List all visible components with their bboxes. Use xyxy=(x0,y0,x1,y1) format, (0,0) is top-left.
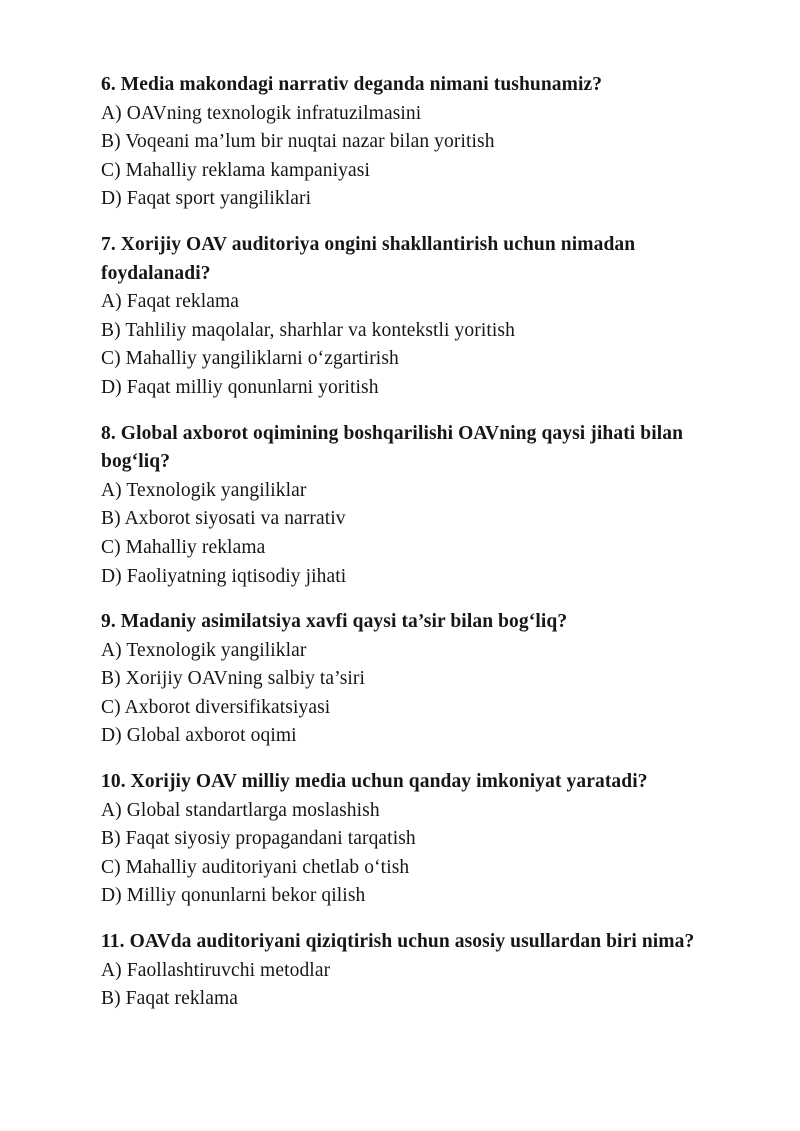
answer-option: A) Texnologik yangiliklar xyxy=(101,479,307,501)
answer-option: C) Mahalliy auditoriyani chetlab o‘tish xyxy=(101,856,410,878)
answer-option: B) Faqat reklama xyxy=(101,988,238,1010)
question-list xyxy=(101,71,706,1014)
answer-option: A) Global standartlarga moslashish xyxy=(101,799,380,821)
question-title: 10. Xorijiy OAV milliy media uchun qanday imkoniyat yaratadi? xyxy=(101,771,648,793)
question-title: 8. Global axborot oqimining boshqarilishi OAVning qaysi jihati bilan bog‘liq? xyxy=(101,422,684,473)
answer-option: D) Faoliyatning iqtisodiy jihati xyxy=(101,565,347,587)
answer-option: D) Faqat sport yangiliklari xyxy=(101,188,312,210)
answer-option: D) Global axborot oqimi xyxy=(101,725,297,747)
answer-option: A) Faollashtiruvchi metodlar xyxy=(101,959,331,981)
question-block xyxy=(101,928,706,1014)
question-title: 6. Media makondagi narrativ deganda nimani tushunamiz? xyxy=(101,74,603,95)
question-block xyxy=(101,768,706,911)
answer-option: C) Axborot diversifikatsiyasi xyxy=(101,696,331,718)
question-block xyxy=(101,231,706,403)
answer-option: A) Faqat reklama xyxy=(101,291,240,313)
answer-option: A) Texnologik yangiliklar xyxy=(101,639,307,661)
answer-option: D) Faqat milliy qonunlarni yoritish xyxy=(101,376,379,398)
answer-option: C) Mahalliy reklama kampaniyasi xyxy=(101,159,370,181)
answer-option: B) Axborot siyosati va narrativ xyxy=(101,508,346,530)
question-block xyxy=(101,420,706,592)
answer-option: B) Faqat siyosiy propagandani tarqatish xyxy=(101,828,416,850)
answer-option: D) Milliy qonunlarni bekor qilish xyxy=(101,885,366,907)
answer-option: C) Mahalliy reklama xyxy=(101,536,266,558)
question-title: 11. OAVda auditoriyani qiziqtirish uchun asosiy usullardan biri nima? xyxy=(101,931,695,953)
question-title: 7. Xorijiy OAV auditoriya ongini shakllantirish uchun nimadan foydalanadi? xyxy=(101,233,636,284)
question-block xyxy=(101,71,706,214)
question-title: 9. Madaniy asimilatsiya xavfi qaysi ta’sir bilan bog‘liq? xyxy=(101,611,568,633)
answer-option: B) Tahliliy maqolalar, sharhlar va kontekstli yoritish xyxy=(101,319,515,341)
answer-option: B) Voqeani ma’lum bir nuqtai nazar bilan yoritish xyxy=(101,131,495,153)
question-block xyxy=(101,608,706,751)
answer-option: A) OAVning texnologik infratuzilmasini xyxy=(101,102,422,124)
answer-option: B) Xorijiy OAVning salbiy ta’siri xyxy=(101,668,366,690)
answer-option: C) Mahalliy yangiliklarni o‘zgartirish xyxy=(101,348,399,370)
